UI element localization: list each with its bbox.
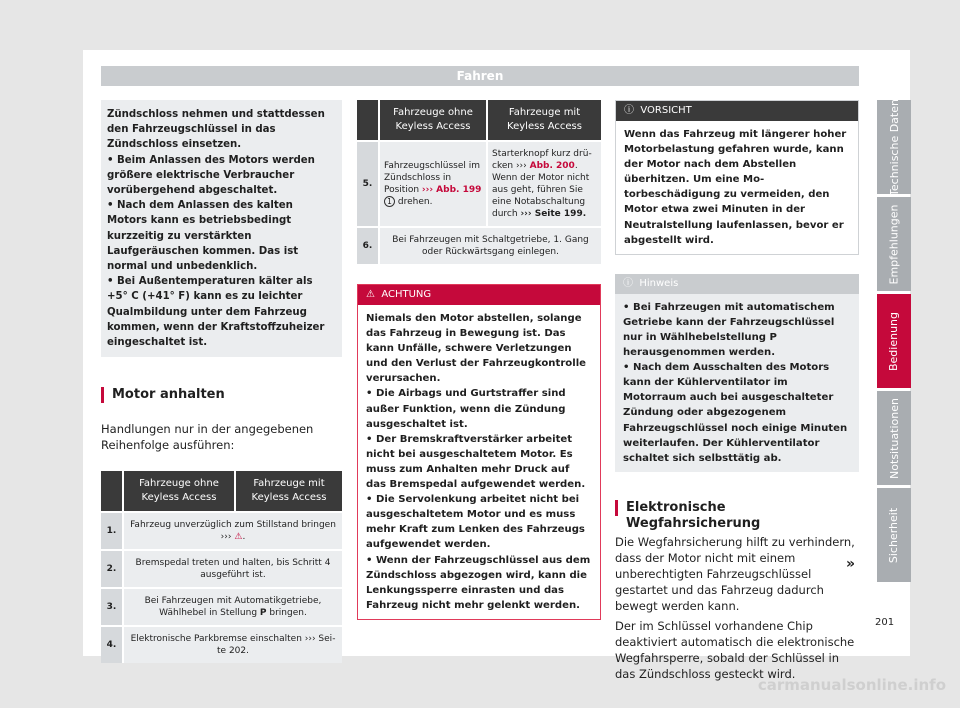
achtung-bullet: • Die Airbags und Gurtstraffer sind außer Funktion, wenn die Zündung ausgeschaltet ist. (366, 388, 566, 430)
achtung-bullet: • Wenn der Fahrzeugschlüssel aus dem Zündschloss abgezogen wird, kann die Lenkungssperre einrasten und das Fahrzeug nicht mehr gelenkt werden. (366, 554, 591, 611)
vorsicht-box (615, 100, 859, 255)
table-header-num (357, 100, 379, 141)
steps-table-continued (357, 100, 601, 264)
table-row (357, 227, 601, 264)
bullet-icon: • (366, 388, 373, 400)
hinweis-bullet: • Bei Fahrzeugen mit automatischem Getriebe kann der Fahrzeugschlüssel nur in Wählhebelstellung P herausgenommen werden. (623, 301, 835, 359)
achtung-box (357, 284, 601, 620)
column-middle (357, 100, 601, 620)
section-title-motor-anhalten: Motor anhalten (101, 387, 342, 403)
hinweis-bullet: • Nach dem Ausschalten des Motors kann der Kühlerventilator im Motorraum auch bei ausgeschalteter Zündung oder abgezogenem Fahrzeugschlüssel noch einige Minuten weiterlaufen. Der Kühlerventilator schaltet sich selbsttätig ab. (623, 362, 848, 464)
tab-empfehlungen[interactable]: Empfehlungen (877, 197, 911, 291)
step-text: Fahrzeug unverzüglich zum Stillstand bringen ››› ⚠. (123, 512, 342, 550)
body-paragraph: Handlungen nur in der angegebenen Reihenfolge ausführen: (101, 422, 314, 453)
chapter-tabs (877, 100, 911, 585)
table-row (101, 512, 342, 550)
body-paragraph: Der im Schlüssel vorhandene Chip deaktiviert automatisch die elektronische Wegfahrsperre, sobald der Schlüssel in das Zündschloss gesteckt wird. (615, 618, 855, 681)
page-link[interactable]: ››› Seite 199. (520, 209, 587, 219)
step-number: 4. (101, 626, 123, 663)
info-icon: ⓘ (623, 277, 633, 289)
achtung-body (358, 305, 600, 619)
bullet-icon: • (366, 554, 373, 566)
step-text: Bremspedal treten und halten, bis Schritt 4 ausgeführt ist. (123, 550, 342, 588)
tab-sicherheit[interactable]: Sicherheit (877, 488, 911, 582)
bullet-icon: • (107, 154, 114, 166)
achtung-bullet: • Die Servolenkung arbeitet nicht bei ausgeschaltetem Motor und es muss mehr Kraft zum Lenken des Fahrzeugs aufgewendet werden. (366, 494, 585, 551)
info-bullet: • Nach dem Anlassen des kalten Motors kann es betriebsbedingt kurzzeitig zu verstärkten Laufgeräuschen kommen. Das ist normal und unbedenklich. (107, 200, 299, 273)
bullet-icon: • (366, 494, 373, 506)
warning-triangle-icon: ⚠ (366, 289, 375, 300)
step-text: Elektronische Parkbremse einschalten ››› Seite 202. (123, 626, 342, 663)
table-row (101, 588, 342, 626)
step-number: 5. (357, 141, 379, 227)
column-right (615, 100, 859, 682)
continue-arrow-icon: » (846, 556, 856, 572)
section-title-wegfahrsicherung: Elektronische Wegfahrsicherung (615, 500, 859, 516)
figure-link[interactable]: Abb. 200 (529, 161, 575, 171)
step-text: Bei Fahrzeugen mit Automatikgetriebe, Wählhebel in Stellung P bringen. (123, 588, 342, 626)
hinweis-header: ⓘ Hinweis (615, 274, 859, 294)
info-box (101, 100, 342, 357)
page-header: Fahren (101, 66, 859, 86)
body-paragraph: Die Wegfahrsicherung hilft zu verhindern, dass der Motor nicht mit einem unberechtigten Fahrzeugschlüssel gestartet und das Fahrzeug dadurch bewegt werden kann. (615, 534, 855, 613)
info-circle-icon: ⓘ (624, 105, 634, 116)
step-text-mit: Starterknopf kurz drücken ››› Abb. 200. Wenn der Motor nicht aus geht, führen Sie eine Notabschaltung durch ››› Seite 199. (487, 141, 601, 227)
table-header-ohne: Fahrzeuge ohne Keyless Access (379, 100, 487, 141)
hinweis-box (615, 274, 859, 472)
table-header-mit: Fahrzeuge mit Keyless Access (487, 100, 601, 141)
hinweis-body (615, 294, 859, 472)
tab-technische-daten[interactable]: Technische Daten (877, 100, 911, 194)
watermark: carmanualsonline.info (757, 676, 946, 694)
warning-triangle-icon: ⚠ (234, 532, 243, 543)
vorsicht-header: ⓘ VORSICHT (616, 101, 858, 121)
step-text-ohne: Fahrzeugschlüssel im Zündschloss in Position ››› Abb. 199 1 drehen. (379, 141, 487, 227)
tab-bedienung[interactable]: Bedienung (877, 294, 911, 388)
bullet-icon: • (623, 362, 630, 374)
vorsicht-body: Wenn das Fahrzeug mit längerer hoher Motorbelastung gefahren wurde, kann der Motor nach dem Abstellen überhitzen. Um eine Motorbeschädigung zu vermeiden, den Motor etwa zwei Minuten in der Neutralstellung laufenlassen, bevor er abgestellt wird. (616, 121, 858, 254)
bullet-icon: • (107, 276, 114, 288)
info-lead: Zündschloss nehmen und stattdessen den Fahrzeugschlüssel in das Zündschloss einsetzen. (107, 109, 325, 151)
step-number: 1. (101, 512, 123, 550)
info-bullet: • Beim Anlassen des Motors werden größere elektrische Verbraucher vorübergehend abgeschaltet. (107, 154, 315, 197)
step-number: 2. (101, 550, 123, 588)
page-number: 201 (875, 617, 895, 628)
bullet-icon: • (623, 301, 630, 313)
table-header-mit: Fahrzeuge mit Keyless Access (235, 471, 342, 512)
achtung-lead: Niemals den Motor abstellen, solange das Fahrzeug in Bewegung ist. Das kann Unfälle, schwere Verletzungen und den Verlust der Fahrzeugkontrolle verursachen. (366, 313, 586, 385)
step-number: 3. (101, 588, 123, 626)
table-row (357, 141, 601, 227)
bullet-icon: • (107, 200, 114, 212)
achtung-bullet: • Der Bremskraftverstärker arbeitet nicht bei ausgeschaltetem Motor. Es muss zum Anhalten mehr Druck auf das Bremspedal aufgewendet werden. (366, 433, 586, 491)
table-header-ohne: Fahrzeuge ohne Keyless Access (123, 471, 235, 512)
table-row (101, 626, 342, 663)
table-row (101, 550, 342, 588)
column-left (101, 100, 342, 663)
table-header-num (101, 471, 123, 512)
tab-notsituationen[interactable]: Notsituationen (877, 391, 911, 485)
figure-link[interactable]: ››› Abb. 199 (421, 185, 482, 195)
steps-table (101, 471, 342, 663)
info-bullet: • Bei Außentemperaturen kälter als +5° C (+41° F) kann es zu leichter Qualmbildung unter dem Fahrzeug kommen, wenn der Kraftstoffzuheizer eingeschaltet ist. (107, 276, 325, 349)
achtung-header: ⚠ ACHTUNG (358, 285, 600, 305)
step-number: 6. (357, 227, 379, 264)
bullet-icon: • (366, 433, 373, 445)
callout-number: 1 (384, 196, 395, 207)
step-text: Bei Fahrzeugen mit Schaltgetriebe, 1. Gang oder Rückwärtsgang einlegen. (379, 227, 601, 264)
